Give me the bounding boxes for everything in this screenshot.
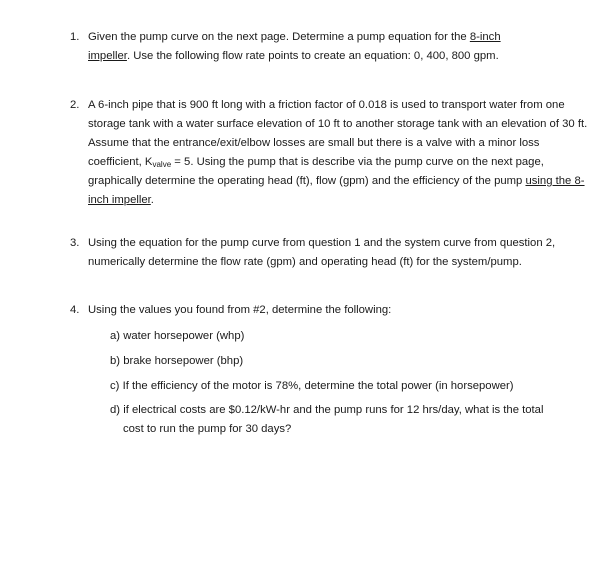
question-4-text: Using the values you found from #2, determine the following: [88,304,392,316]
underlined-8-inch-impeller: using the 8-inch impeller [88,175,585,206]
question-1-number: 1. [70,31,80,43]
question-2-text: A 6-inch pipe that is 900 ft long with a friction factor of 0.018 is used to transport water from one storage tank with a water surface elevation of 10 ft to another storage tank with an elevation of 30 ft. Assume that the entrance/exit/elbow losses are small but there is a valve with a minor loss coefficient, $K_{valve} = 5$. Using the pump that is describe via the pump curve on the next page, graphically determine the operating head (ft), flow (gpm) and the efficiency of the pump using the 8-inch impeller. [88,99,588,206]
part-c: c) If the efficiency of the motor is 78%, determine the total power (in horsepower) [110,380,514,392]
question-1 [70,28,590,66]
underlined-impeller: impeller [88,50,127,62]
k-valve-subscript: valve [152,160,172,169]
question-3-text: Using the equation for the pump curve from question 1 and the system curve from question 2, numerically determine the flow rate (gpm) and operating head (ft) for the system/pump. [88,237,556,268]
question-1-text: Given the pump curve on the next page. Determine a pump equation for the 8-inch impeller. Use the following flow rate points to create an equation: 0, 400, 800 gpm. [88,31,501,62]
part-d: d) if electrical costs are $0.12/kW-hr and the pump runs for 12 hrs/day, what is the total cost to run the pump for 30 days? [110,401,590,439]
question-2 [70,96,590,210]
question-3-number: 3. [70,237,80,249]
part-b: b) brake horsepower (bhp) [110,355,244,367]
question-2-number: 2. [70,99,80,111]
question-4-number: 4. [70,304,80,316]
question-4 [70,301,590,320]
question-3 [70,234,590,272]
part-d-continuation: cost to run the pump for 30 days? [123,423,292,435]
question-4-parts [110,327,590,439]
underlined-8-inch: 8-inch [469,31,501,43]
part-a: a) water horsepower (whp) [110,330,245,342]
